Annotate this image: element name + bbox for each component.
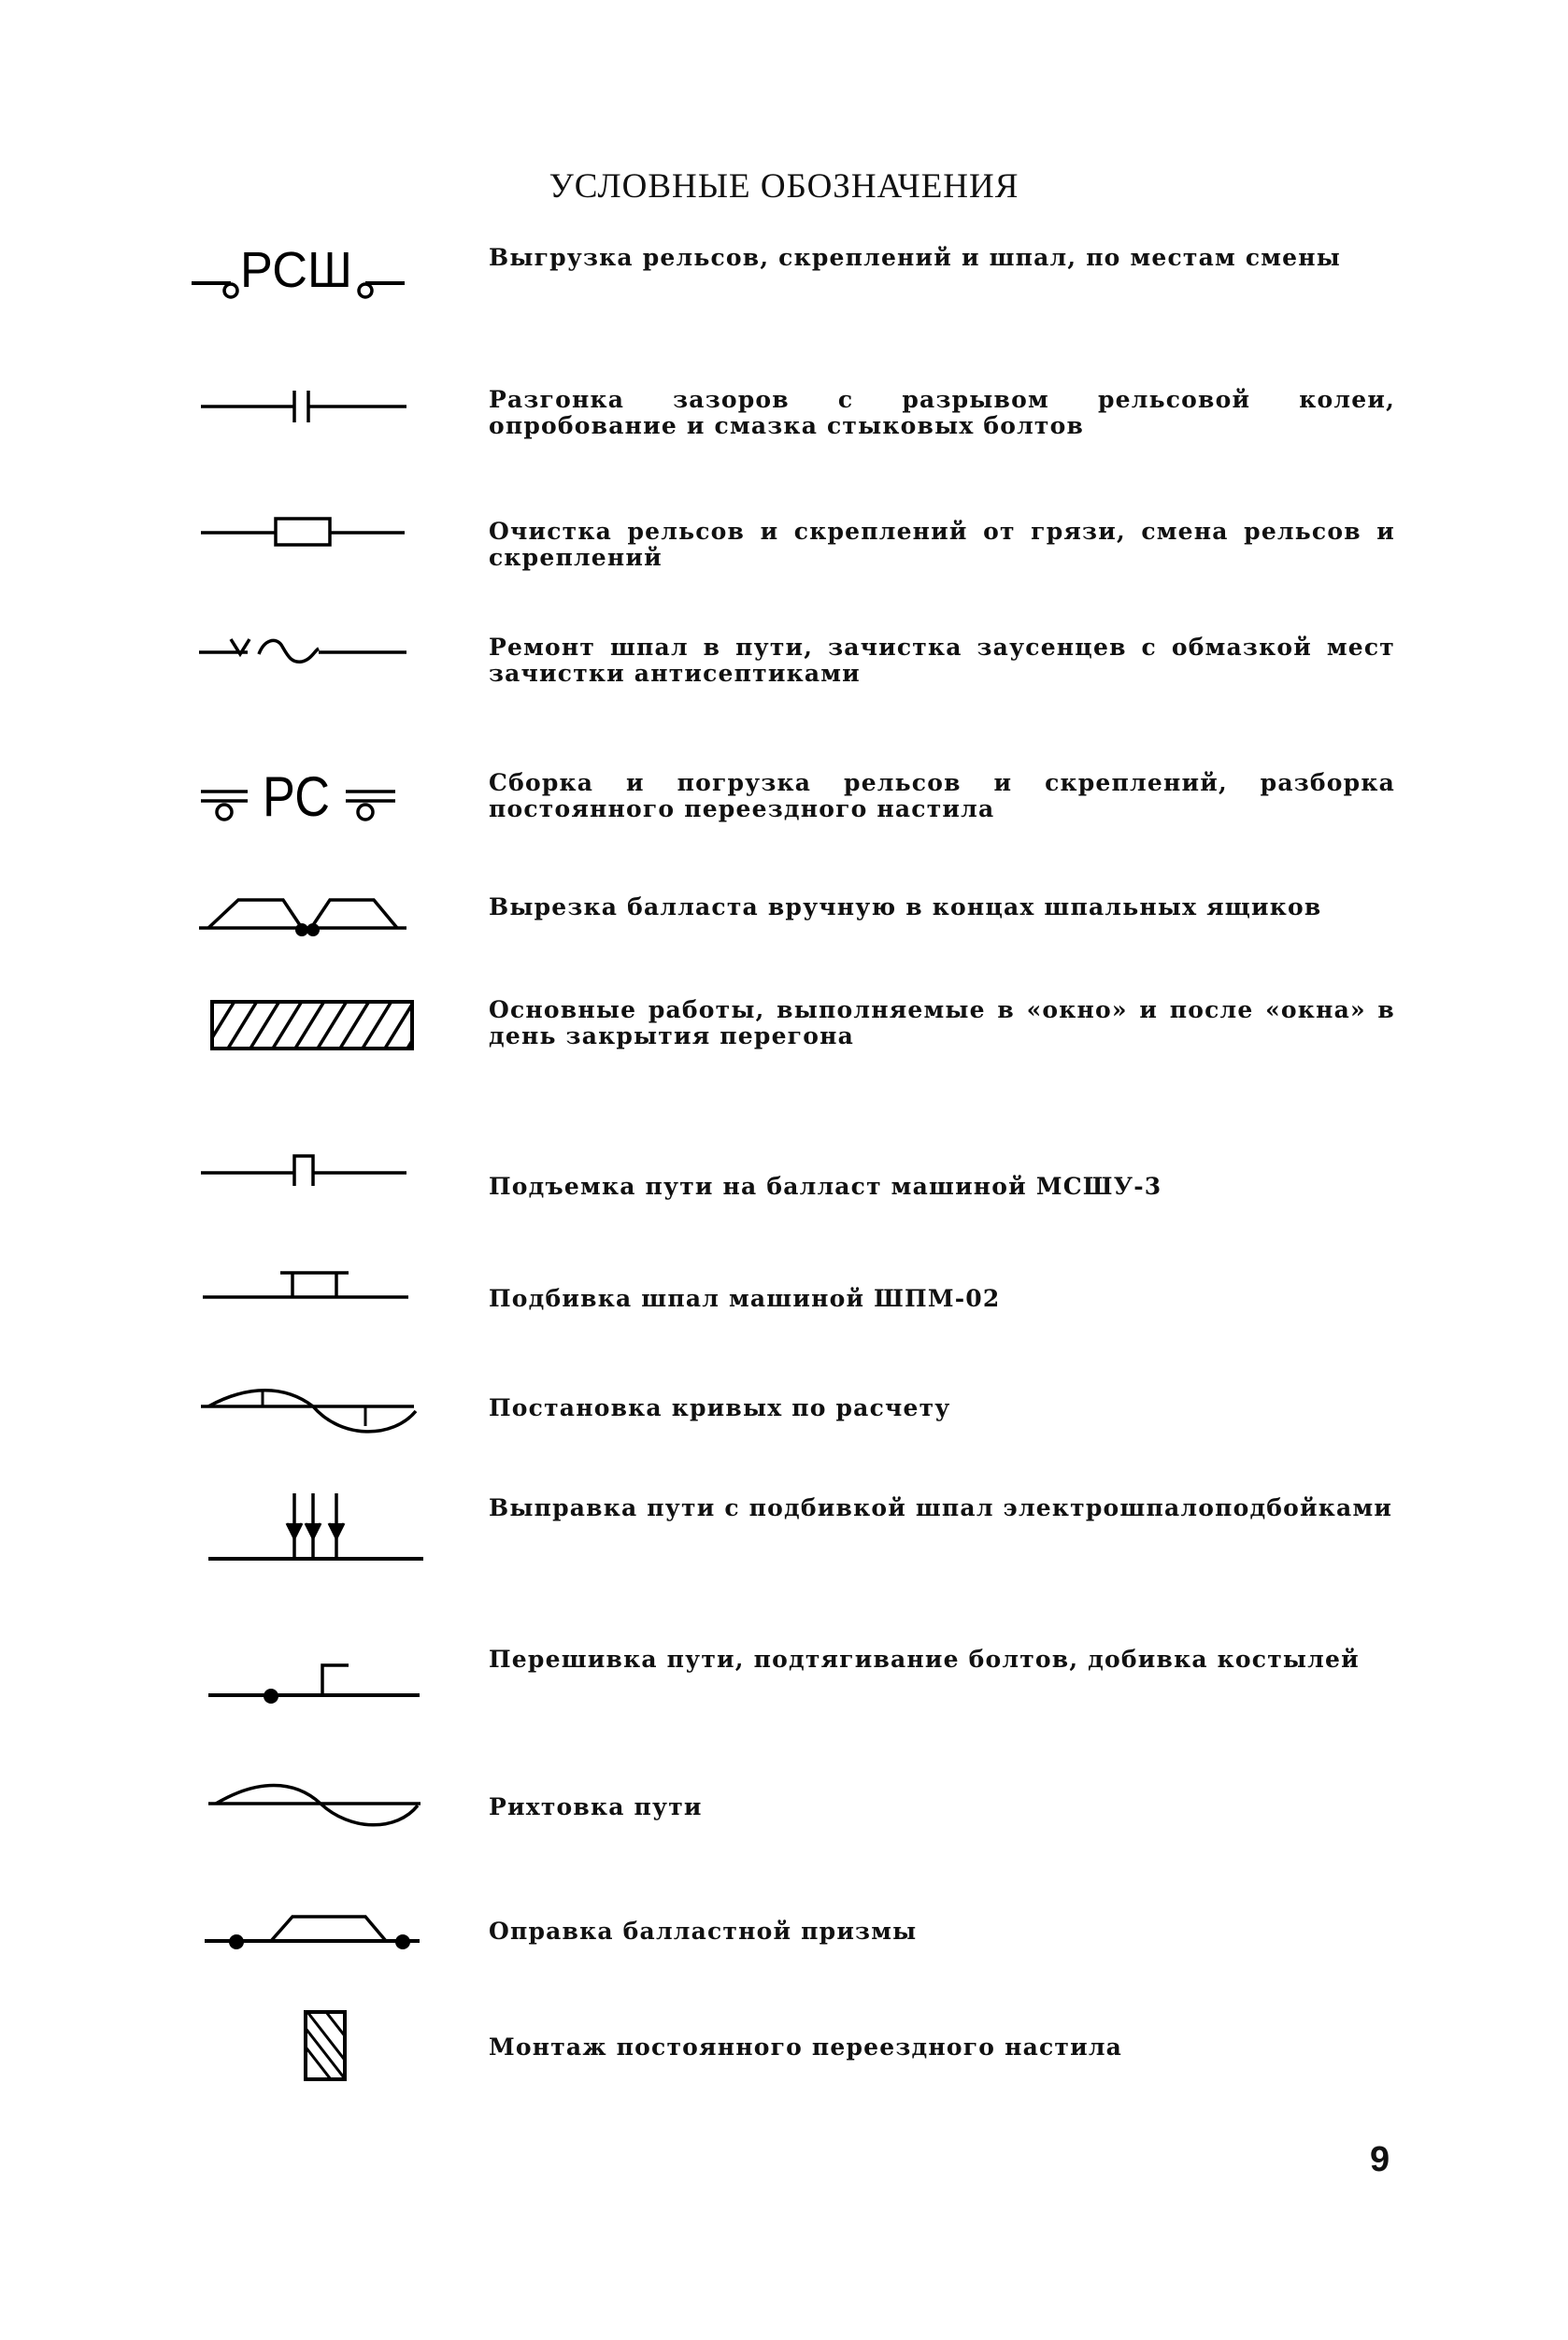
legend-text-gap-dispersal: Разгонка зазоров с разрывом рельсовой колеи, опробование и смазка стыковых болтов xyxy=(489,386,1395,439)
ballast-cutting-icon xyxy=(182,883,425,939)
legend-text-crossing-deck: Монтаж постоянного переездного настила xyxy=(489,2033,1123,2061)
symbol-sleeper-repair xyxy=(182,626,444,673)
symbol-window-works xyxy=(182,991,444,1056)
assembly-symbol-icon xyxy=(182,762,425,836)
legend-text-respiking: Перешивка пути, подтягивание болтов, добивка костылей xyxy=(489,1646,1360,1673)
legend-text-assembly: Сборка и погрузка рельсов и скреплений, разборка постоянного переездного настила xyxy=(489,769,1395,822)
sleeper-repair-icon xyxy=(182,626,425,673)
symbol-ballast-prism xyxy=(182,1902,444,1958)
symbol-tamping xyxy=(182,1262,444,1308)
legend-text-alignment: Рихтовка пути xyxy=(489,1793,703,1820)
symbol-curves xyxy=(182,1374,444,1448)
legend-text-unloading: Выгрузка рельсов, скреплений и шпал, по местам смены xyxy=(489,244,1342,271)
symbol-crossing-deck xyxy=(182,2005,444,2089)
unloading-symbol-icon xyxy=(182,238,425,304)
legend-text-ballast-prism: Оправка балластной призмы xyxy=(489,1918,918,1945)
symbol-lifting xyxy=(182,1145,444,1191)
symbol-respiking xyxy=(182,1645,444,1710)
symbol-gap-dispersal xyxy=(182,383,444,430)
straightening-icon xyxy=(182,1486,425,1570)
ballast-prism-icon xyxy=(182,1902,425,1958)
legend-text-straightening: Выправка пути с подбивкой шпал электрошпалоподбойками xyxy=(489,1494,1393,1521)
window-works-hatched-icon xyxy=(182,991,425,1056)
crossing-deck-hatched-icon xyxy=(182,2005,425,2089)
symbol-ballast-cutting xyxy=(182,883,444,939)
legend-text-curves: Постановка кривых по расчету xyxy=(489,1394,951,1421)
symbol-unloading xyxy=(182,238,444,304)
legend-text-tamping: Подбивка шпал машиной ШПМ-02 xyxy=(489,1285,1001,1312)
page-title: УСЛОВНЫЕ ОБОЗНАЧЕНИЯ xyxy=(549,167,1019,206)
legend-text-ballast-cutting: Вырезка балласта вручную в концах шпальных ящиков xyxy=(489,893,1322,920)
alignment-icon xyxy=(182,1776,425,1841)
unloading-symbol-label: РСШ xyxy=(240,242,352,298)
cleaning-icon xyxy=(182,509,425,556)
curves-icon xyxy=(182,1374,425,1448)
legend-text-lifting: Подъемка пути на балласт машиной МСШУ-3 xyxy=(489,1173,1162,1200)
symbol-cleaning xyxy=(182,509,444,556)
legend-text-cleaning: Очистка рельсов и скреплений от грязи, смена рельсов и скреплений xyxy=(489,518,1395,571)
respiking-icon xyxy=(182,1645,425,1710)
gap-dispersal-icon xyxy=(182,383,425,430)
lifting-icon xyxy=(182,1145,425,1191)
page-number: 9 xyxy=(1370,2140,1390,2179)
tamping-icon xyxy=(182,1262,425,1308)
assembly-symbol-label: РС xyxy=(263,765,330,828)
symbol-straightening xyxy=(182,1486,444,1570)
symbol-assembly xyxy=(182,762,444,836)
symbol-alignment xyxy=(182,1776,444,1841)
legend-text-sleeper-repair: Ремонт шпал в пути, зачистка заусенцев с обмазкой мест зачистки антисептиками xyxy=(489,634,1395,687)
legend-text-window-works: Основные работы, выполняемые в «окно» и после «окна» в день закрытия перегона xyxy=(489,996,1395,1049)
